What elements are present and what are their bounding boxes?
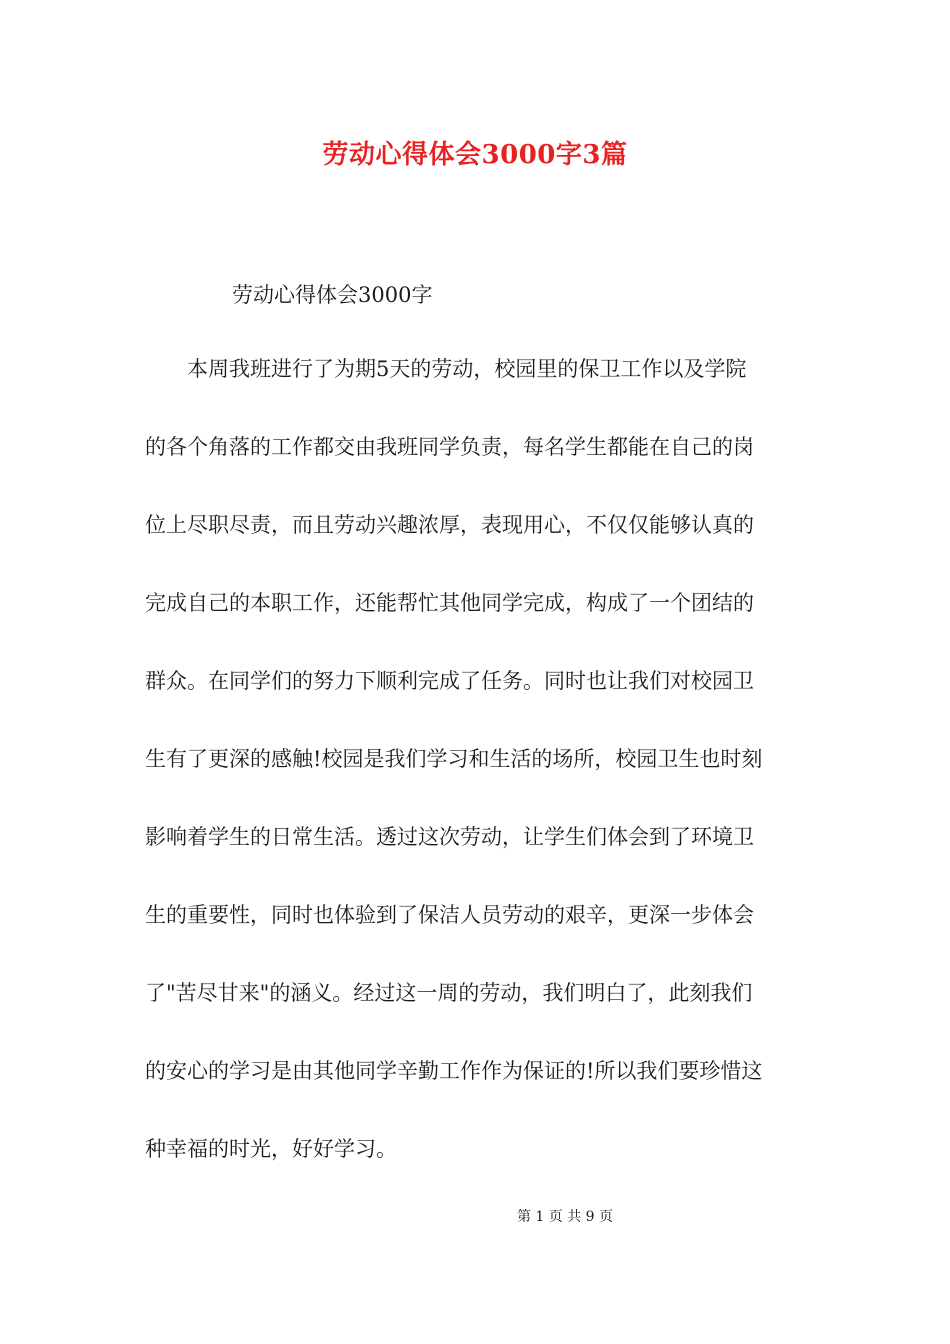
body-paragraph xyxy=(145,350,810,1208)
page-number-footer: 第 1 页 共 9 页 xyxy=(516,1209,614,1225)
paragraph-line: 影响着学生的日常生活。透过这次劳动，让学生们体会到了环境卫 xyxy=(145,825,754,849)
paragraph-line: 种幸福的时光，好好学习。 xyxy=(145,1137,397,1161)
paragraph-line: 的各个角落的工作都交由我班同学负责，每名学生都能在自己的岗 xyxy=(145,435,754,459)
paragraph-line: 位上尽职尽责，而且劳动兴趣浓厚，表现用心，不仅仅能够认真的 xyxy=(145,513,754,537)
paragraph-line: 的安心的学习是由其他同学辛勤工作作为保证的!所以我们要珍惜这 xyxy=(145,1059,763,1083)
document-title: 劳动心得体会3000字3篇 xyxy=(322,140,628,170)
paragraph-line: 完成自己的本职工作，还能帮忙其他同学完成，构成了一个团结的 xyxy=(145,591,754,615)
paragraph-line: 生的重要性，同时也体验到了保洁人员劳动的艰辛，更深一步体会 xyxy=(145,903,754,927)
paragraph-line: 生有了更深的感触!校园是我们学习和生活的场所，校园卫生也时刻 xyxy=(145,747,763,771)
paragraph-line: 了"苦尽甘来"的涵义。经过这一周的劳动，我们明白了，此刻我们 xyxy=(145,981,753,1005)
paragraph-line: 群众。在同学们的努力下顺利完成了任务。同时也让我们对校园卫 xyxy=(145,669,754,693)
paragraph-line: 本周我班进行了为期5天的劳动，校园里的保卫工作以及学院 xyxy=(187,357,747,381)
section-heading: 劳动心得体会3000字 xyxy=(232,283,433,307)
